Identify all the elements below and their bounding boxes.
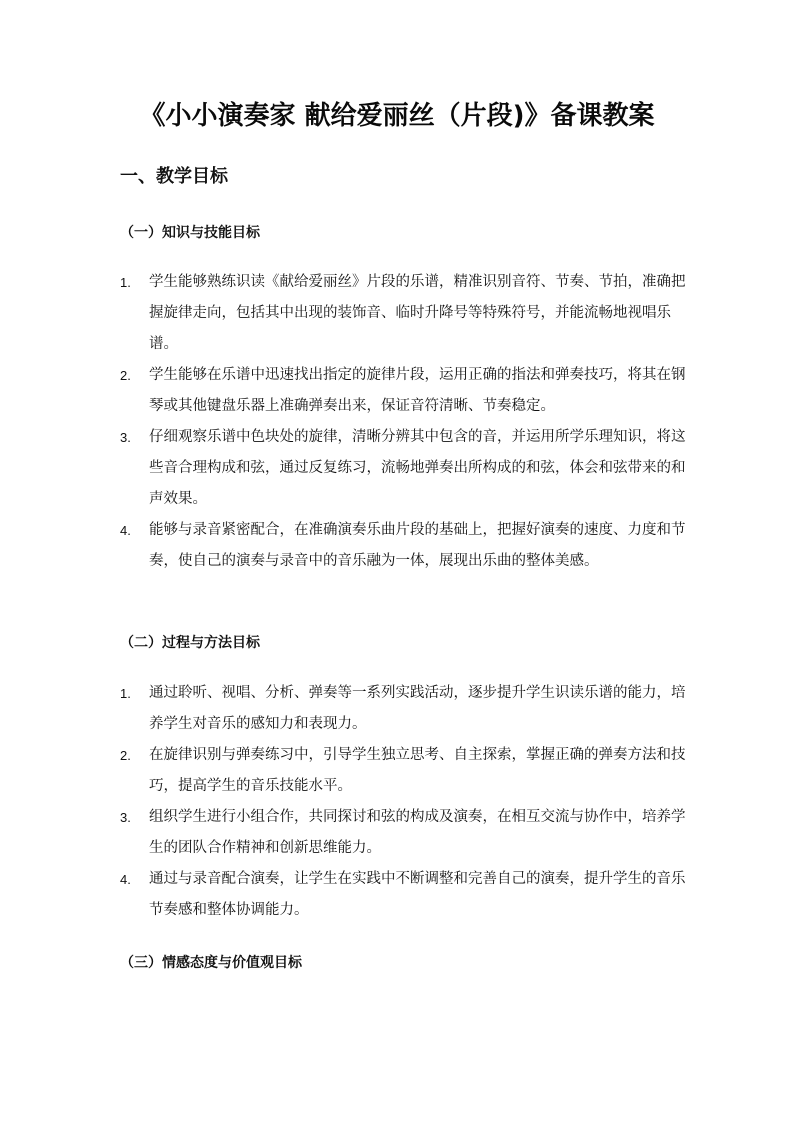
- list-item-number: 2.: [120, 368, 131, 383]
- subsection-heading-emotion-values: （三）情感态度与价值观目标: [120, 955, 302, 971]
- list-item-number: 4.: [120, 523, 131, 538]
- subsection-heading-knowledge-skills: （一）知识与技能目标: [120, 225, 260, 241]
- list-item: [120, 740, 688, 802]
- list-item-text: 通过聆听、视唱、分析、弹奏等一系列实践活动，逐步提升学生识读乐谱的能力，培养学生对音乐的感知力和表现力。: [149, 685, 686, 732]
- list-item-text: 组织学生进行小组合作，共同探讨和弦的构成及演奏，在相互交流与协作中，培养学生的团队合作精神和创新思维能力。: [149, 809, 686, 856]
- list-item-number: 4.: [120, 872, 131, 887]
- list-item: [120, 864, 688, 926]
- list-item: [120, 267, 688, 360]
- document-title: 《小小演奏家 献给爱丽丝（片段)》备课教案: [139, 101, 655, 131]
- knowledge-skills-list: [120, 267, 688, 577]
- list-item-text: 能够与录音紧密配合，在准确演奏乐曲片段的基础上，把握好演奏的速度、力度和节奏，使自己的演奏与录音中的音乐融为一体，展现出乐曲的整体美感。: [149, 522, 686, 569]
- list-item: [120, 422, 688, 515]
- list-item: [120, 802, 688, 864]
- list-item-number: 3.: [120, 810, 131, 825]
- list-item-text: 通过与录音配合演奏，让学生在实践中不断调整和完善自己的演奏，提升学生的音乐节奏感和整体协调能力。: [149, 871, 686, 918]
- list-item-text: 在旋律识别与弹奏练习中，引导学生独立思考、自主探索，掌握正确的弹奏方法和技巧，提高学生的音乐技能水平。: [149, 747, 686, 794]
- process-methods-list: [120, 678, 688, 926]
- list-item-number: 1.: [120, 686, 131, 701]
- list-item-number: 2.: [120, 748, 131, 763]
- list-item-number: 3.: [120, 430, 131, 445]
- list-item: [120, 360, 688, 422]
- list-item-text: 仔细观察乐谱中色块处的旋律，清晰分辨其中包含的音，并运用所学乐理知识，将这些音合理构成和弦，通过反复练习，流畅地弹奏出所构成的和弦，体会和弦带来的和声效果。: [149, 429, 686, 507]
- list-item-text: 学生能够熟练识读《献给爱丽丝》片段的乐谱，精准识别音符、节奏、节拍，准确把握旋律走向，包括其中出现的装饰音、临时升降号等特殊符号，并能流畅地视唱乐谱。: [149, 274, 686, 352]
- list-item: [120, 678, 688, 740]
- list-item-number: 1.: [120, 275, 131, 290]
- list-item: [120, 515, 688, 577]
- subsection-heading-process-methods: （二）过程与方法目标: [120, 635, 260, 651]
- section-heading-teaching-goals: 一、教学目标: [120, 166, 228, 187]
- list-item-text: 学生能够在乐谱中迅速找出指定的旋律片段，运用正确的指法和弹奏技巧，将其在钢琴或其他键盘乐器上准确弹奏出来，保证音符清晰、节奏稳定。: [149, 367, 686, 414]
